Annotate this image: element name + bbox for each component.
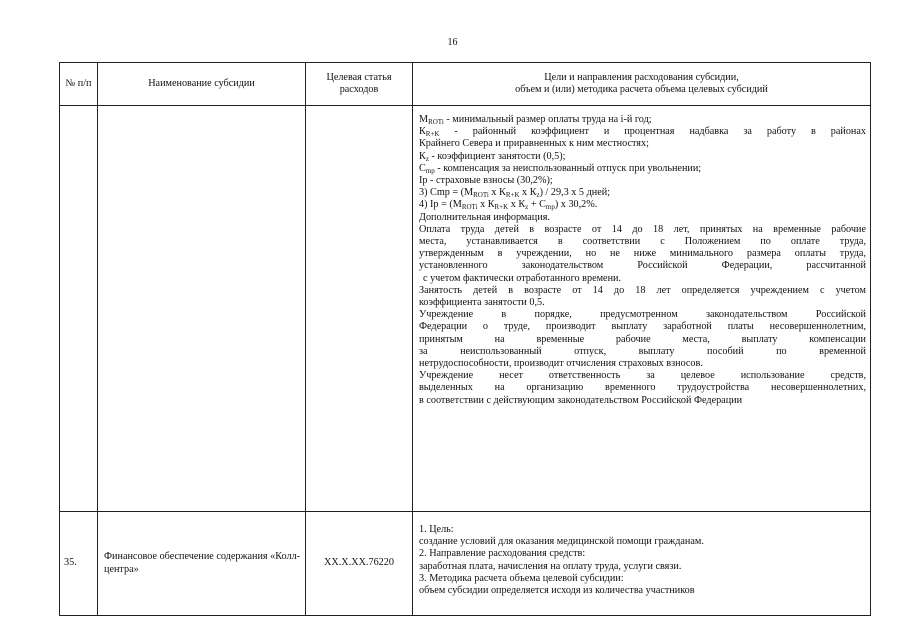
paragraph-1-line: Оплата труда детей в возрасте от 14 до 18 лет, принятых на временные рабочие xyxy=(419,223,866,235)
paragraph-4-line: Учреждение несет ответственность за целевое использование средств, xyxy=(419,370,866,382)
paragraph-3-last: нетрудоспособности, производит отчисления страховых взносов. xyxy=(419,358,703,370)
paragraph-1-line: установленного законодательством Российской Федерации, рассчитанной xyxy=(419,260,866,272)
row1-name-cell xyxy=(98,106,306,512)
paragraph-1-last: с учетом фактически отработанного времени. xyxy=(423,272,622,284)
paragraph-2-line: Занятость детей в возрасте от 14 до 18 лет определяется учреждением с учетом xyxy=(419,284,866,296)
definition-ip: Ip - страховые взносы (30,2%); xyxy=(419,175,553,187)
paragraph-3-line: принятым на временные рабочие места, выплату компенсации xyxy=(419,333,866,345)
header-goals-line2: объем и (или) методика расчета объема целевых субсидий xyxy=(515,84,768,95)
formula-3: 3) Cmp = ($М_{ROTi}$ х $К_{R+K}$ х $К_z) / 29,3$ х 5 дней; xyxy=(419,187,611,200)
table-row xyxy=(60,512,871,616)
paragraph-4-line: выделенных на организацию временного трудоустройства несовершеннолетних, xyxy=(419,382,866,394)
row2-code: ХХ.Х.ХХ.76220 xyxy=(306,512,413,616)
table-row xyxy=(60,106,871,512)
row2-line: объем субсидии определяется исходя из количества участников xyxy=(419,585,695,597)
header-code: Целевая статья расходов xyxy=(306,63,413,106)
header-goals xyxy=(413,63,871,106)
definition-m: $М_{ROTi}$ - минимальный размер оплаты труда на i-й год; xyxy=(419,114,652,126)
row1-num-cell xyxy=(60,106,98,512)
table-header-row xyxy=(60,63,871,106)
paragraph-3-line: за неиспользованный отпуск, выплату пособий по временной xyxy=(419,345,866,357)
row2-name: Финансовое обеспечение содержания «Колл-центра» xyxy=(98,512,306,616)
formula-4: 4) $Ip = (М_{ROTi}$ х $К_{R+K}$ х $К_z + С_{mp}$) х 30,2%. xyxy=(419,199,598,212)
row1-description xyxy=(413,106,871,512)
additional-info-heading: Дополнительная информация. xyxy=(419,211,550,223)
row2-line: заработная плата, начисления на оплату труда, услуги связи. xyxy=(419,560,682,572)
paragraph-3-line: Учреждение в порядке, предусмотренном законодательством Российской xyxy=(419,309,866,321)
paragraph-4-last: в соответствии с действующим законодательством Российской Федерации xyxy=(419,394,743,406)
paragraph-1-line: места, устанавливается в соответствии с Положением по оплате труда, xyxy=(419,236,866,248)
definition-kz: $К_z$ - коэффициент занятости (0,5); xyxy=(419,150,566,163)
header-num: № п/п xyxy=(60,63,98,106)
definition-c: $С_{mp}$ - компенсация за неиспользованный отпуск при увольнении; xyxy=(419,162,702,175)
subsidy-table xyxy=(59,62,871,616)
row2-line: 1. Цель: xyxy=(419,524,454,535)
paragraph-2-last: коэффициента занятости 0,5. xyxy=(419,297,545,309)
page-number: 16 xyxy=(447,37,458,48)
row2-line: 2. Направление расходования средств: xyxy=(419,548,586,560)
paragraph-3-line: Федерации о труде, производит выплату заработной платы несовершеннолетним, xyxy=(419,321,866,333)
row2-line: 3. Методика расчета объема целевой субсидии: xyxy=(419,572,624,584)
row2-description xyxy=(413,512,871,616)
definition-k: $К_{R+K}$ - районный коэффициент и процентная надбавка за работу в районах xyxy=(419,126,866,139)
header-name: Наименование субсидии xyxy=(98,63,306,106)
header-goals-line1: Цели и направления расходования субсидии, xyxy=(544,71,739,83)
paragraph-1-line: утвержденным в учреждении, но не ниже минимального размера оплаты труда, xyxy=(419,248,866,260)
row1-code-cell xyxy=(306,106,413,512)
row2-num: 35. xyxy=(60,512,98,616)
row2-line: создание условий для оказания медицинской помощи гражданам. xyxy=(419,536,704,548)
definition-k-cont: Крайнего Севера и приравненных к ним местностях; xyxy=(419,138,649,150)
